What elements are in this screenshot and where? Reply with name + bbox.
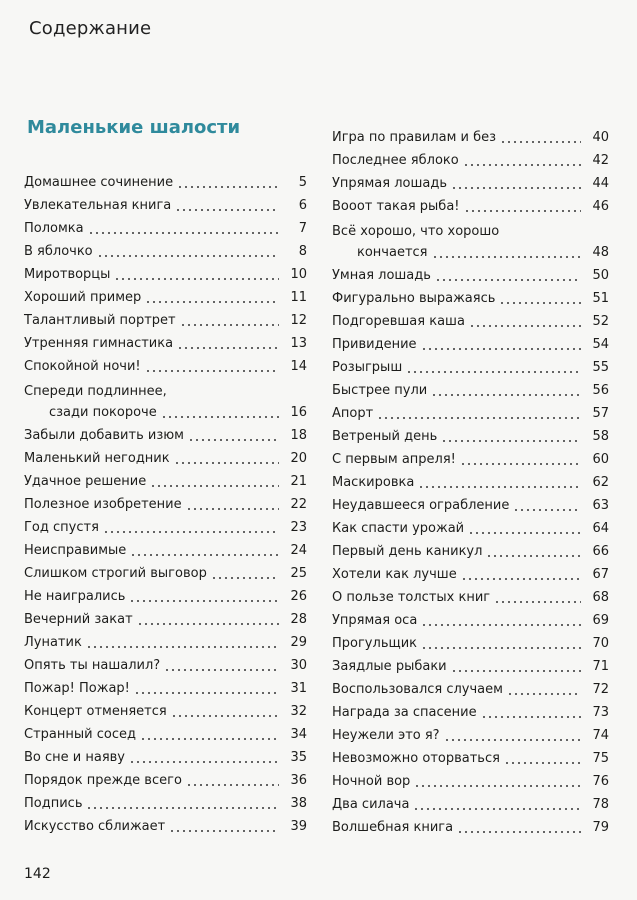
toc-entry-page: 58 <box>592 429 609 444</box>
toc-entry <box>332 422 609 445</box>
toc-entry-page: 35 <box>290 750 307 765</box>
toc-entry-page: 16 <box>290 405 307 420</box>
dot-leader <box>499 302 581 304</box>
toc-entry <box>24 214 307 237</box>
dot-leader <box>451 187 581 189</box>
toc-entry <box>332 491 609 514</box>
toc-entry-title: Как спасти урожай <box>332 521 465 536</box>
toc-entry <box>332 445 609 468</box>
toc-entry-title: Умная лошадь <box>332 268 431 283</box>
dot-leader <box>444 739 581 741</box>
toc-entry <box>332 767 609 790</box>
toc-entry <box>24 582 307 605</box>
toc-entry-page: 46 <box>592 199 609 214</box>
dot-leader <box>435 279 581 281</box>
dot-leader <box>441 440 581 442</box>
dot-leader <box>88 232 279 234</box>
toc-entry-title: Привидение <box>332 337 417 352</box>
toc-entry-page: 72 <box>592 682 609 697</box>
toc-entry <box>24 444 307 467</box>
toc-entry-title: Спереди подлиннее, <box>24 384 167 399</box>
toc-entry-title: Полезное изобретение <box>24 497 182 512</box>
dot-leader <box>481 716 581 718</box>
toc-entry-page: 54 <box>592 337 609 352</box>
toc-entry <box>332 675 609 698</box>
toc-entry-title: Розыгрыш <box>332 360 403 375</box>
toc-entry-page: 25 <box>290 566 307 581</box>
dot-leader <box>86 646 279 648</box>
toc-entry-page: 30 <box>290 658 307 673</box>
toc-entry-title: Концерт отменяется <box>24 704 167 719</box>
toc-entry-title: Лунатик <box>24 635 82 650</box>
toc-entry <box>332 629 609 652</box>
toc-entry-page: 24 <box>290 543 307 558</box>
dot-leader <box>421 624 581 626</box>
toc-entry <box>24 651 307 674</box>
toc-entry-title: Во сне и наяву <box>24 750 126 765</box>
toc-entry-title: Удачное решение <box>24 474 147 489</box>
toc-entry <box>332 652 609 675</box>
toc-entry <box>24 674 307 697</box>
toc-entry-title: Два силача <box>332 797 410 812</box>
toc-entry <box>24 812 307 835</box>
dot-leader <box>418 486 581 488</box>
toc-entry-page: 48 <box>592 245 609 260</box>
toc-entry-title: Быстрее пули <box>332 383 428 398</box>
toc-entry-page: 5 <box>298 175 307 190</box>
dot-leader <box>464 210 581 212</box>
dot-leader <box>211 577 279 579</box>
toc-entry <box>332 123 609 146</box>
toc-entry-title: Награда за спасение <box>332 705 477 720</box>
toc-entry <box>332 169 609 192</box>
dot-leader <box>461 578 581 580</box>
toc-entry <box>24 490 307 513</box>
dot-leader <box>103 531 279 533</box>
dot-leader <box>513 509 581 511</box>
toc-entry-page: 44 <box>592 176 609 191</box>
toc-entry-page: 36 <box>290 773 307 788</box>
dot-leader <box>86 807 279 809</box>
toc-entry-title: Ветреный день <box>332 429 438 444</box>
toc-entry <box>24 375 307 421</box>
toc-entry-title-continued: кончается <box>357 245 428 260</box>
toc-entry <box>332 583 609 606</box>
toc-entry <box>24 283 307 306</box>
toc-entry-page: 7 <box>298 221 307 236</box>
toc-entry <box>24 329 307 352</box>
toc-entry-title: Апорт <box>332 406 374 421</box>
toc-entry-title: О пользе толстых книг <box>332 590 491 605</box>
toc-entry-title: Волшебная книга <box>332 820 454 835</box>
toc-entry <box>24 766 307 789</box>
dot-leader <box>463 164 581 166</box>
toc-entry-title: Забыли добавить изюм <box>24 428 184 443</box>
toc-entry <box>332 376 609 399</box>
toc-entry-page: 10 <box>290 267 307 282</box>
toc-entry-page: 52 <box>592 314 609 329</box>
toc-entry-title: Утренняя гимнастика <box>24 336 174 351</box>
dot-leader <box>129 761 279 763</box>
toc-entry-page: 56 <box>592 383 609 398</box>
dot-leader <box>130 554 279 556</box>
toc-entry-title: Не наигрались <box>24 589 126 604</box>
toc-entry-title: Подгоревшая каша <box>332 314 465 329</box>
toc-entry <box>332 284 609 307</box>
toc-entry <box>332 192 609 215</box>
toc-entry-page: 74 <box>592 728 609 743</box>
toc-entry <box>24 513 307 536</box>
toc-entry-title: Хотели как лучше <box>332 567 457 582</box>
dot-leader <box>504 762 581 764</box>
toc-entry-page: 67 <box>592 567 609 582</box>
toc-entry-page: 68 <box>592 590 609 605</box>
toc-entry-title: Опять ты нашалил? <box>24 658 161 673</box>
page-number: 142 <box>24 866 51 882</box>
toc-entry-title: Упрямая оса <box>332 613 418 628</box>
toc-entry-page: 29 <box>290 635 307 650</box>
toc-entry <box>332 813 609 836</box>
dot-leader <box>114 278 279 280</box>
toc-entry <box>332 744 609 767</box>
dot-leader <box>468 532 581 534</box>
toc-entry-page: 40 <box>592 130 609 145</box>
toc-entry-page: 76 <box>592 774 609 789</box>
toc-entry-page: 50 <box>592 268 609 283</box>
toc-entry <box>332 790 609 813</box>
dot-leader <box>186 784 279 786</box>
toc-entry <box>24 421 307 444</box>
dot-leader <box>413 808 581 810</box>
toc-entry <box>332 146 609 169</box>
toc-entry-page: 18 <box>290 428 307 443</box>
dot-leader <box>457 831 581 833</box>
toc-entry-page: 38 <box>290 796 307 811</box>
toc-entry <box>332 698 609 721</box>
toc-entry-title: Неудавшееся ограбление <box>332 498 510 513</box>
toc-entry-page: 28 <box>290 612 307 627</box>
dot-leader <box>180 324 279 326</box>
toc-entry-page: 79 <box>592 820 609 835</box>
toc-entry-title: Спокойной ночи! <box>24 359 141 374</box>
dot-leader <box>188 439 279 441</box>
toc-entry <box>24 789 307 812</box>
dot-leader <box>134 692 279 694</box>
toc-entry <box>24 743 307 766</box>
toc-entry-page: 60 <box>592 452 609 467</box>
toc-entry-title: Неужели это я? <box>332 728 440 743</box>
dot-leader <box>150 485 279 487</box>
toc-entry-page: 21 <box>290 474 307 489</box>
dot-leader <box>171 715 279 717</box>
toc-entry-title: Искусство сближает <box>24 819 166 834</box>
toc-entry-title: Ночной вор <box>332 774 411 789</box>
toc-entry <box>24 168 307 191</box>
toc-entry-page: 73 <box>592 705 609 720</box>
toc-entry-title: Хороший пример <box>24 290 142 305</box>
toc-entry <box>332 261 609 284</box>
toc-entry <box>332 215 609 261</box>
toc-entry-page: 51 <box>592 291 609 306</box>
toc-entry <box>332 399 609 422</box>
toc-entry-title: Увлекательная книга <box>24 198 172 213</box>
dot-leader <box>137 623 279 625</box>
dot-leader <box>421 348 581 350</box>
dot-leader <box>145 370 279 372</box>
dot-leader <box>175 209 279 211</box>
toc-entry <box>24 260 307 283</box>
toc-entry-title: Вечерний закат <box>24 612 133 627</box>
dot-leader <box>494 601 581 603</box>
dot-leader <box>164 669 279 671</box>
toc-entry-title: Талантливый портрет <box>24 313 176 328</box>
section-title: Маленькие шалости <box>27 117 241 138</box>
toc-entry <box>332 514 609 537</box>
toc-entry-title: Первый день каникул <box>332 544 483 559</box>
toc-entry-title: Упрямая лошадь <box>332 176 447 191</box>
toc-entry-page: 57 <box>592 406 609 421</box>
toc-entry-title: Год спустя <box>24 520 99 535</box>
toc-entry-title: Порядок прежде всего <box>24 773 182 788</box>
toc-entry-title: С первым апреля! <box>332 452 456 467</box>
toc-entry <box>24 605 307 628</box>
dot-leader <box>186 508 279 510</box>
toc-entry-page: 32 <box>290 704 307 719</box>
toc-entry <box>24 628 307 651</box>
toc-entry-title: Маскировка <box>332 475 415 490</box>
toc-entry-title: Миротворцы <box>24 267 111 282</box>
dot-leader <box>421 647 581 649</box>
toc-entry-page: 26 <box>290 589 307 604</box>
dot-leader <box>161 416 279 418</box>
dot-leader <box>469 325 581 327</box>
toc-entry-page: 70 <box>592 636 609 651</box>
toc-entry <box>332 468 609 491</box>
toc-entry-page: 11 <box>290 290 307 305</box>
toc-entry-title: Последнее яблоко <box>332 153 459 168</box>
toc-entry <box>332 560 609 583</box>
dot-leader <box>507 693 581 695</box>
page-title: Содержание <box>29 18 152 39</box>
toc-entry-page: 31 <box>290 681 307 696</box>
toc-entry-page: 62 <box>592 475 609 490</box>
toc-entry <box>24 697 307 720</box>
toc-entry-page: 55 <box>592 360 609 375</box>
toc-entry <box>24 559 307 582</box>
dot-leader <box>140 738 279 740</box>
toc-entry <box>24 536 307 559</box>
dot-leader <box>451 670 581 672</box>
toc-entry-title: Маленький негодник <box>24 451 170 466</box>
dot-leader <box>177 347 279 349</box>
toc-entry <box>332 307 609 330</box>
dot-leader <box>500 141 581 143</box>
toc-entry-page: 13 <box>290 336 307 351</box>
toc-entry <box>24 352 307 375</box>
toc-entry-page: 64 <box>592 521 609 536</box>
toc-entry <box>24 467 307 490</box>
toc-entry-title: Поломка <box>24 221 84 236</box>
toc-entry-page: 14 <box>290 359 307 374</box>
toc-entry-page: 6 <box>298 198 307 213</box>
toc-entry-title: Вооот такая рыба! <box>332 199 460 214</box>
toc-entry-page: 22 <box>290 497 307 512</box>
toc-entry-title: Подпись <box>24 796 83 811</box>
toc-entry-title: Воспользовался случаем <box>332 682 503 697</box>
toc-entry <box>24 237 307 260</box>
dot-leader <box>129 600 279 602</box>
dot-leader <box>414 785 581 787</box>
toc-entry-page: 78 <box>592 797 609 812</box>
toc-entry-title: Неисправимые <box>24 543 127 558</box>
toc-entry-page: 8 <box>298 244 307 259</box>
toc-entry-page: 71 <box>592 659 609 674</box>
toc-entry-title: В яблочко <box>24 244 93 259</box>
toc-entry-title-continued: сзади покороче <box>49 405 157 420</box>
toc-entry-page: 20 <box>290 451 307 466</box>
toc-entry-page: 75 <box>592 751 609 766</box>
toc-entry <box>332 330 609 353</box>
toc-entry-title: Фигурально выражаясь <box>332 291 496 306</box>
dot-leader <box>97 255 279 257</box>
toc-entry <box>332 721 609 744</box>
toc-entry-page: 23 <box>290 520 307 535</box>
toc-entry-page: 66 <box>592 544 609 559</box>
dot-leader <box>169 830 279 832</box>
toc-entry-title: Странный сосед <box>24 727 136 742</box>
dot-leader <box>460 463 581 465</box>
toc-entry-page: 39 <box>290 819 307 834</box>
toc-entry-page: 63 <box>592 498 609 513</box>
toc-entry-title: Всё хорошо, что хорошо <box>332 224 500 239</box>
toc-entry <box>332 537 609 560</box>
toc-right-column <box>332 123 609 836</box>
dot-leader <box>177 186 279 188</box>
dot-leader <box>432 256 582 258</box>
toc-left-column <box>24 168 307 835</box>
toc-entry-title: Домашнее сочинение <box>24 175 174 190</box>
dot-leader <box>377 417 581 419</box>
dot-leader <box>406 371 581 373</box>
dot-leader <box>145 301 279 303</box>
toc-entry-title: Невозможно оторваться <box>332 751 500 766</box>
toc-entry-title: Прогульщик <box>332 636 418 651</box>
dot-leader <box>486 555 581 557</box>
toc-entry-title: Игра по правилам и без <box>332 130 497 145</box>
toc-entry-title: Пожар! Пожар! <box>24 681 130 696</box>
toc-entry-title: Слишком строгий выговор <box>24 566 207 581</box>
dot-leader <box>431 394 581 396</box>
toc-entry-page: 34 <box>290 727 307 742</box>
toc-entry-page: 12 <box>290 313 307 328</box>
toc-entry <box>24 720 307 743</box>
toc-entry <box>24 306 307 329</box>
toc-entry <box>24 191 307 214</box>
dot-leader <box>174 462 279 464</box>
toc-entry-page: 69 <box>592 613 609 628</box>
toc-entry <box>332 606 609 629</box>
toc-entry <box>332 353 609 376</box>
toc-entry-title: Заядлые рыбаки <box>332 659 447 674</box>
toc-entry-page: 42 <box>592 153 609 168</box>
